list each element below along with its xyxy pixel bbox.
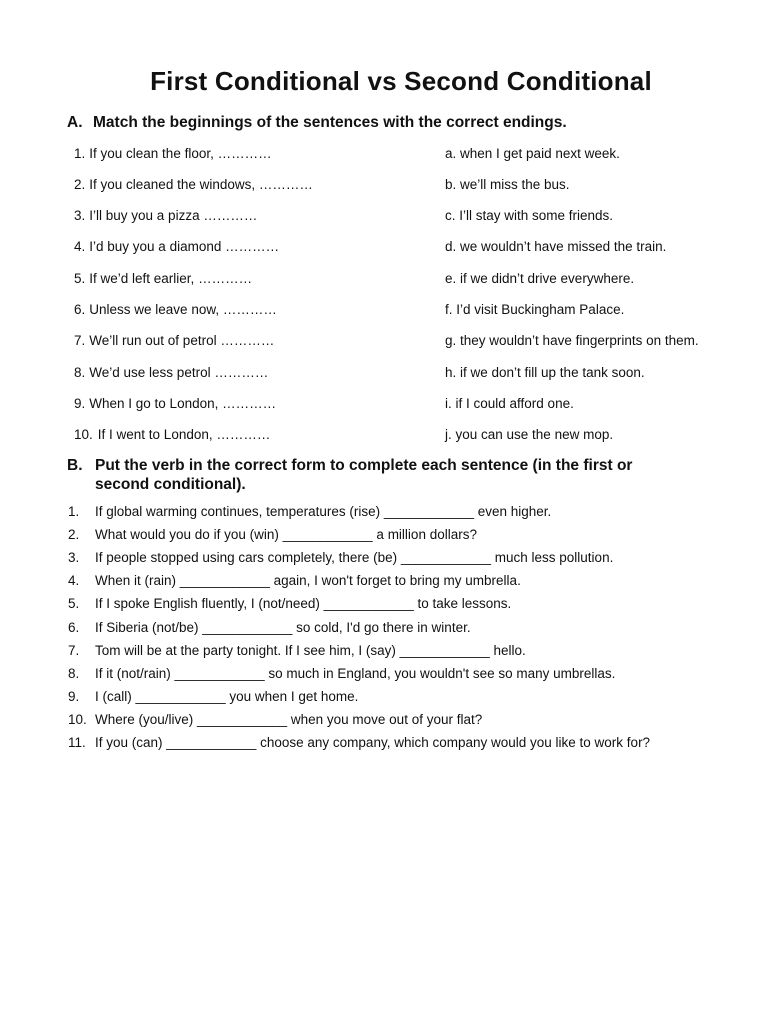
exercise-number: 2. [68,527,80,542]
beginning-text: I’ll buy you a pizza ………… [89,208,258,223]
beginning-text: If we’d left earlier, ………… [89,271,253,286]
sentence-ending: j. you can use the new mop. [445,427,614,442]
exercise-number: 4. [68,573,80,588]
sentence-ending: f. I’d visit Buckingham Palace. [445,302,625,317]
exercise-number: 1. [68,504,80,519]
exercise-sentence: If you (can) ____________ choose any company, which company would you like to work for? [95,735,651,750]
sentence-beginning [74,302,277,317]
sentence-beginning [74,271,252,286]
sentence-beginning [74,208,257,223]
exercise-number: 7. [68,643,80,658]
beginning-text: We’ll run out of petrol ………… [89,333,275,348]
exercise-sentence: What would you do if you (win) ____________ a million dollars? [95,527,477,542]
exercise-sentence: If I spoke English fluently, I (not/need) ____________ to take lessons. [95,596,512,611]
sentence-ending: c. I’ll stay with some friends. [445,208,614,223]
sentence-ending: a. when I get paid next week. [445,146,620,161]
exercise-sentence: If it (not/rain) ____________ so much in England, you wouldn't see so many umbrellas. [95,666,616,681]
section-b-instruction-line2: second conditional). [95,476,246,493]
exercise-number: 9. [68,689,80,704]
exercise-sentence: When it (rain) ____________ again, I won't forget to bring my umbrella. [95,573,521,588]
item-number: 9. [74,396,86,411]
item-number: 7. [74,333,86,348]
exercise-number: 5. [68,596,80,611]
item-number: 3. [74,208,86,223]
section-a-heading [67,114,687,134]
exercise-number: 6. [68,620,80,635]
section-b-heading [67,457,707,497]
sentence-beginning [74,427,270,442]
section-b-instruction-line1: Put the verb in the correct form to complete each sentence (in the first or [95,457,633,474]
beginning-text: We’d use less petrol ………… [89,365,269,380]
sentence-ending: e. if we didn’t drive everywhere. [445,271,635,286]
beginning-text: When I go to London, ………… [89,396,277,411]
beginning-text: If you clean the floor, ………… [89,146,272,161]
section-a-instruction: Match the beginnings of the sentences with the correct endings. [93,114,567,131]
exercise-number: 10. [68,712,87,727]
beginning-text: If you cleaned the windows, ………… [89,177,313,192]
item-number: 4. [74,239,86,254]
item-number: 2. [74,177,86,192]
exercise-sentence: If people stopped using cars completely, there (be) ____________ much less pollution. [95,550,614,565]
beginning-text: Unless we leave now, ………… [89,302,277,317]
item-number: 6. [74,302,86,317]
sentence-beginning [74,146,272,161]
exercise-number: 3. [68,550,80,565]
sentence-ending: h. if we don’t fill up the tank soon. [445,365,645,380]
section-b-letter: B. [67,457,83,474]
exercise-number: 8. [68,666,80,681]
sentence-ending: i. if I could afford one. [445,396,574,411]
item-number: 8. [74,365,86,380]
beginning-text: I’d buy you a diamond ………… [89,239,280,254]
exercise-number: 11. [68,735,86,750]
exercise-sentence: If Siberia (not/be) ____________ so cold, I'd go there in winter. [95,620,471,635]
item-number: 10. [74,427,93,442]
section-a-letter: A. [67,114,83,131]
sentence-beginning [74,177,313,192]
page-title: First Conditional vs Second Conditional [150,66,652,96]
item-number: 5. [74,271,86,286]
sentence-beginning [74,396,276,411]
exercise-sentence: Tom will be at the party tonight. If I see him, I (say) ____________ hello. [95,643,526,658]
sentence-beginning [74,239,279,254]
sentence-beginning [74,365,268,380]
item-number: 1. [74,146,86,161]
sentence-beginning [74,333,274,348]
exercise-sentence: I (call) ____________ you when I get home. [95,689,359,704]
sentence-ending: g. they wouldn’t have fingerprints on them. [445,333,699,348]
beginning-text: If I went to London, ………… [97,427,271,442]
exercise-sentence: If global warming continues, temperatures (rise) ____________ even higher. [95,504,552,519]
sentence-ending: d. we wouldn’t have missed the train. [445,239,667,254]
sentence-ending: b. we’ll miss the bus. [445,177,570,192]
exercise-sentence: Where (you/live) ____________ when you move out of your flat? [95,712,483,727]
